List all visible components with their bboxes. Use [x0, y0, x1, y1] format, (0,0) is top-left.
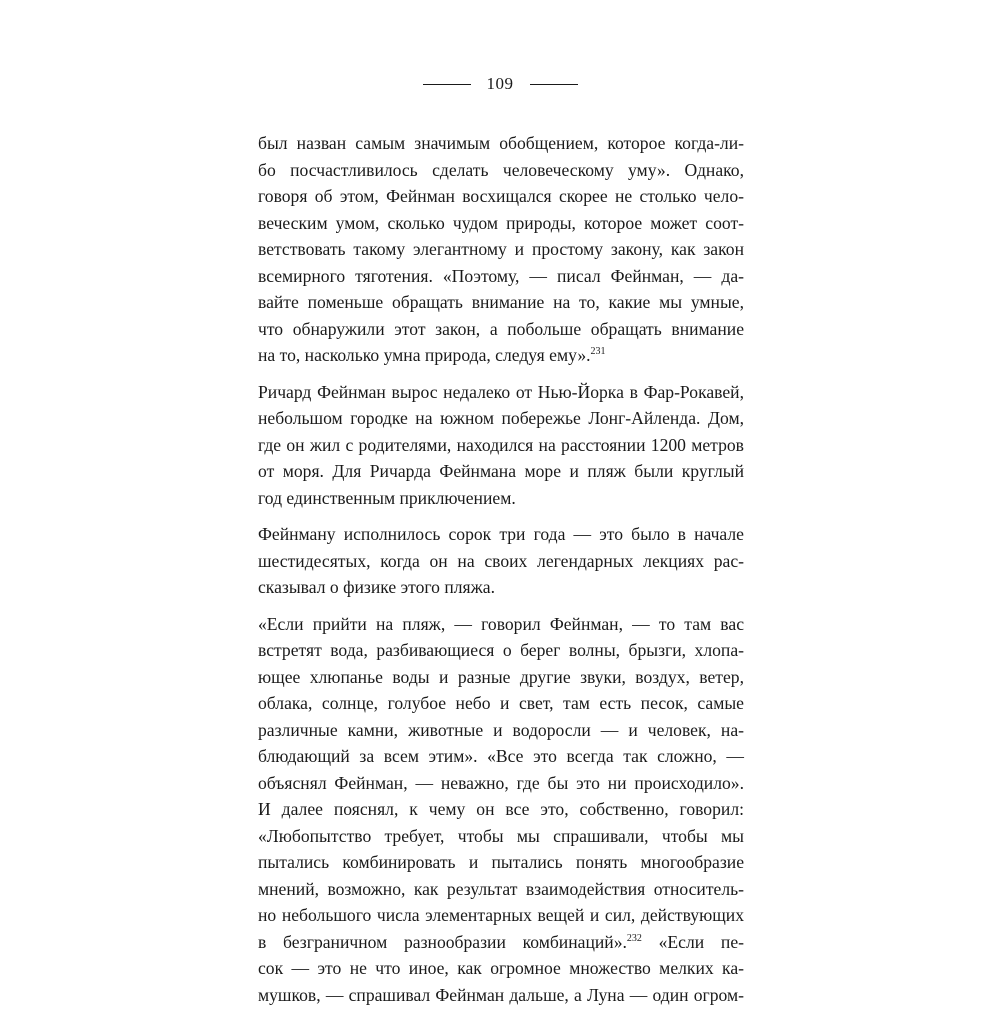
text-line: год единственным приключением.	[258, 487, 516, 508]
page-header	[0, 72, 1000, 96]
text-line: где он жил с родителями, находился на расстоянии 1200 метров	[258, 434, 744, 455]
text-line: небольшом городке на южном побережье Лонг-Айленда. Дом,	[258, 408, 744, 428]
text-line: объяснял Фейнман, — неважно, где бы это ни происходило».	[258, 772, 744, 793]
text-line: ющее хлюпанье воды и разные другие звуки, воздух, ветер,	[258, 666, 744, 687]
text-line: встретят вода, разбивающиеся о берег волны, брызги, хлопа-	[258, 640, 744, 660]
text-line: от моря. Для Ричарда Фейнмана море и пляж были круглый	[258, 461, 744, 481]
text-line: был назван самым значимым обобщением, которое когда-ли-	[258, 133, 744, 153]
paragraph	[258, 379, 744, 512]
text-line: но небольшого числа элементарных вещей и сил, действующих	[258, 905, 744, 925]
text-line: на то, насколько умна природа, следуя ему».$^{231}$	[258, 345, 606, 365]
page-number: 109	[486, 74, 514, 93]
text-line: веческим умом, сколько чудом природы, которое может соот-	[258, 212, 744, 233]
footnote-ref: 231	[590, 346, 606, 357]
text-line: мушков, — спрашивал Фейнман дальше, а Луна — один огром-	[258, 984, 744, 1005]
paragraph	[258, 611, 744, 1009]
text-line: сказывал о физике этого пляжа.	[258, 577, 496, 597]
text-line: вайте поменьше обращать внимание на то, какие мы умные,	[258, 292, 744, 312]
text-line: сок — это не что иное, как огромное множество мелких ка-	[258, 958, 744, 978]
text-line: «Если прийти на пляж, — говорил Фейнман, — то там вас	[258, 613, 744, 634]
text-line: «Любопытство требует, чтобы мы спрашивали, чтобы мы	[258, 825, 744, 846]
text-line: бо посчастливилось сделать человеческому уму». Однако,	[258, 159, 744, 180]
paragraph	[258, 521, 744, 601]
text-line: облака, солнце, голубое небо и свет, там есть песок, самые	[258, 693, 744, 713]
text-line: что обнаружили этот закон, а побольше обращать внимание	[258, 318, 744, 339]
header-rule-right	[530, 84, 578, 85]
text-line: шестидесятых, когда он на своих легендарных лекциях рас-	[258, 550, 744, 571]
text-line: всемирного тяготения. «Поэтому, — писал Фейнман, — да-	[258, 265, 744, 286]
text-line: Ричард Фейнман вырос недалеко от Нью-Йорка в Фар-Рокавей,	[258, 381, 744, 402]
text-line: И далее пояснял, к чему он все это, собственно, говорил:	[258, 799, 744, 819]
text-line: различные камни, животные и водоросли — и человек, на-	[258, 719, 744, 740]
text-line: в безграничном разнообразии комбинаций».$^{232}$ «Если пе-	[258, 931, 744, 952]
body-text	[258, 130, 744, 1018]
text-line: мнений, возможно, как результат взаимодействия относитель-	[258, 878, 744, 899]
header-rule-left	[423, 84, 471, 85]
text-line: говоря об этом, Фейнман восхищался скорее не столько чело-	[258, 186, 744, 206]
text-line: Фейнману исполнилось сорок три года — это было в начале	[258, 524, 744, 544]
text-line: пытались комбинировать и пытались понять многообразие	[258, 852, 744, 872]
footnote-ref: 232	[626, 932, 642, 944]
text-line: ветствовать такому элегантному и простому закону, как закон	[258, 239, 744, 259]
text-line: блюдающий за всем этим». «Все это всегда так сложно, —	[258, 746, 744, 766]
paragraph	[258, 130, 744, 369]
